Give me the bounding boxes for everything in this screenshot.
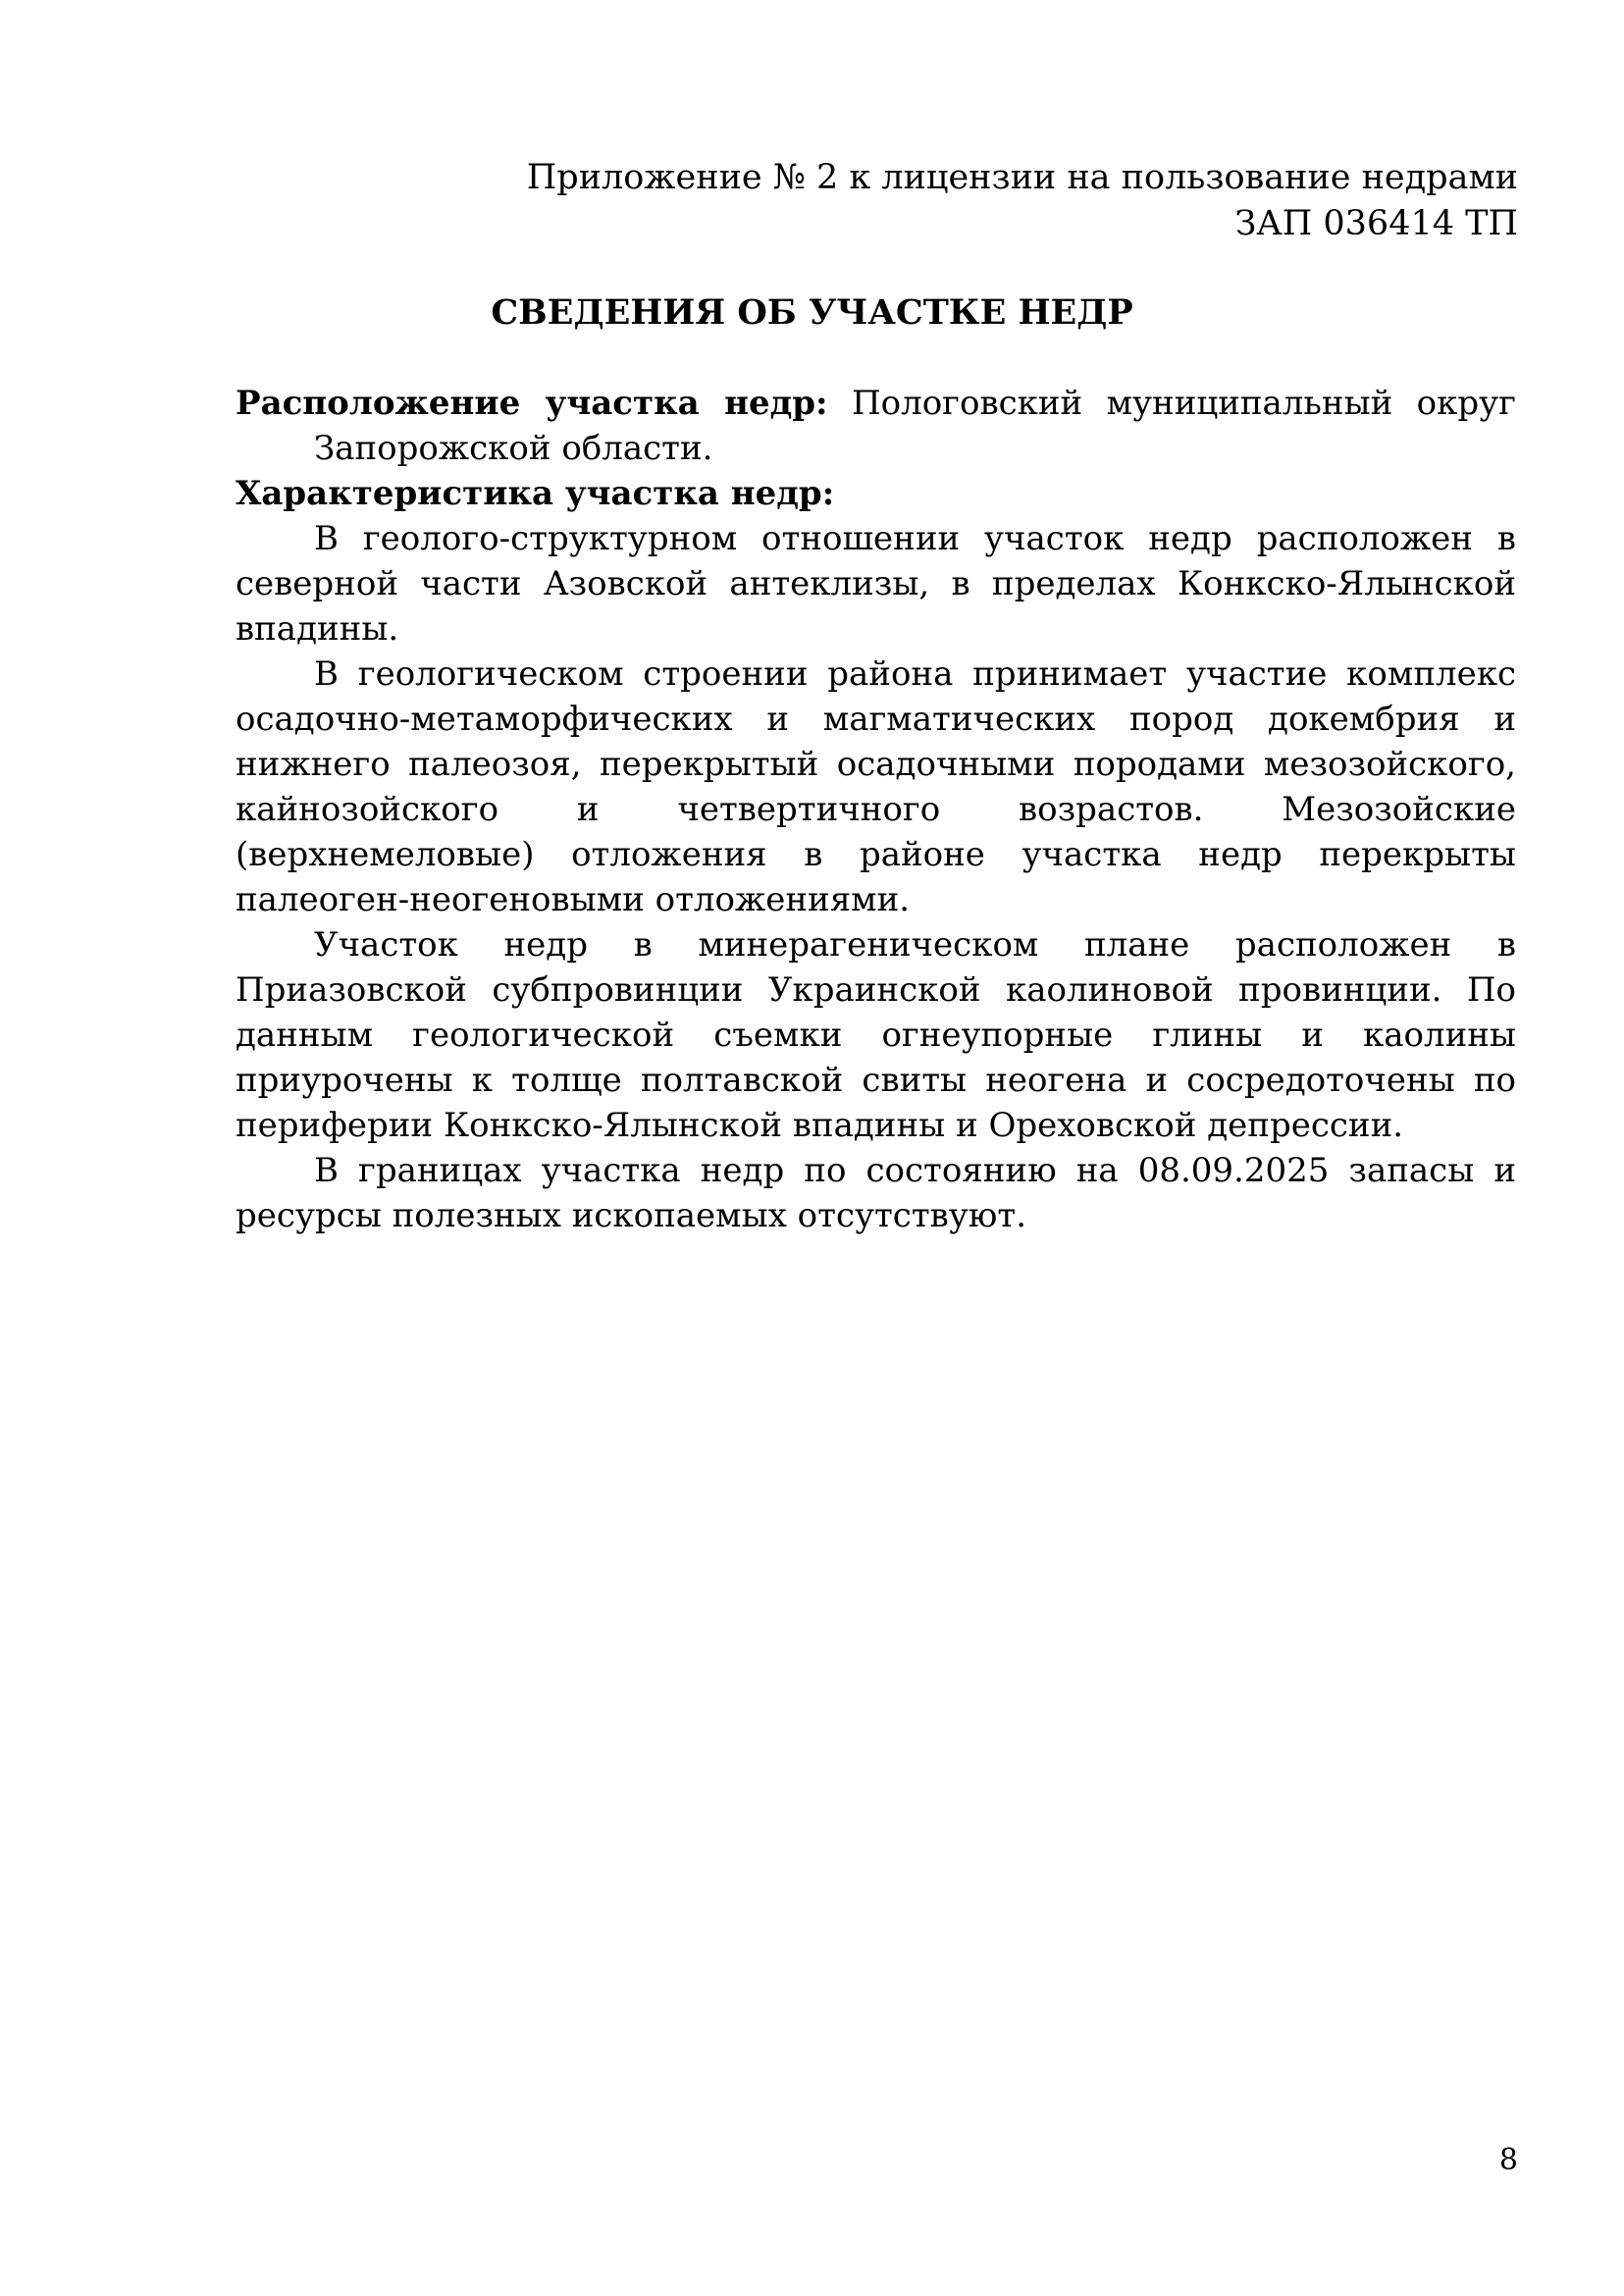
characteristics-heading: Характеристика участка недр: (236, 474, 835, 513)
document-title: СВЕДЕНИЯ ОБ УЧАСТКЕ НЕДР (491, 292, 1133, 333)
document-body (236, 381, 1516, 1238)
location-label: Расположение участка недр: (236, 384, 828, 423)
location-line (236, 381, 1516, 426)
license-number: ЗАП 036414 ТП (1234, 204, 1518, 243)
paragraph-reserves: В границах участка недр по состоянию на 08.09.2025 запасы и ресурсы полезных ископаемых отсутствуют. (236, 1151, 1516, 1235)
location-value: Пологовский муниципальный округ (851, 384, 1516, 423)
appendix-reference: Приложение № 2 к лицензии на пользование недрами (526, 158, 1518, 197)
license-appendix-header (527, 155, 1518, 247)
paragraph-geology: В геологическом строении района принимает участие комплекс осадочно-метаморфических и магматических пород докембрия и нижнего палеозоя, перекрытый осадочными породами мезозойского, кайнозойского и четвертичного возрастов. Мезозойские (верхнемеловые) отложения в районе участка недр перекрыты палеоген-неогеновыми отложениями. (236, 654, 1516, 919)
page-number: 8 (1498, 2143, 1518, 2177)
location-value-continuation: Запорожской области. (314, 429, 713, 468)
paragraph-structure: В геолого-структурном отношении участок недр расположен в северной части Азовской антеклизы, в пределах Конкско-Ялынской впадины. (236, 519, 1516, 649)
paragraph-minerageny: Участок недр в минерагеническом плане расположен в Приазовской субпровинции Украинской каолиновой провинции. По данным геологической съемки огнеупорные глины и каолины приурочены к толще полтавской свиты неогена и сосредоточены по периферии Конкско-Ялынской впадины и Ореховской депрессии. (236, 925, 1516, 1145)
